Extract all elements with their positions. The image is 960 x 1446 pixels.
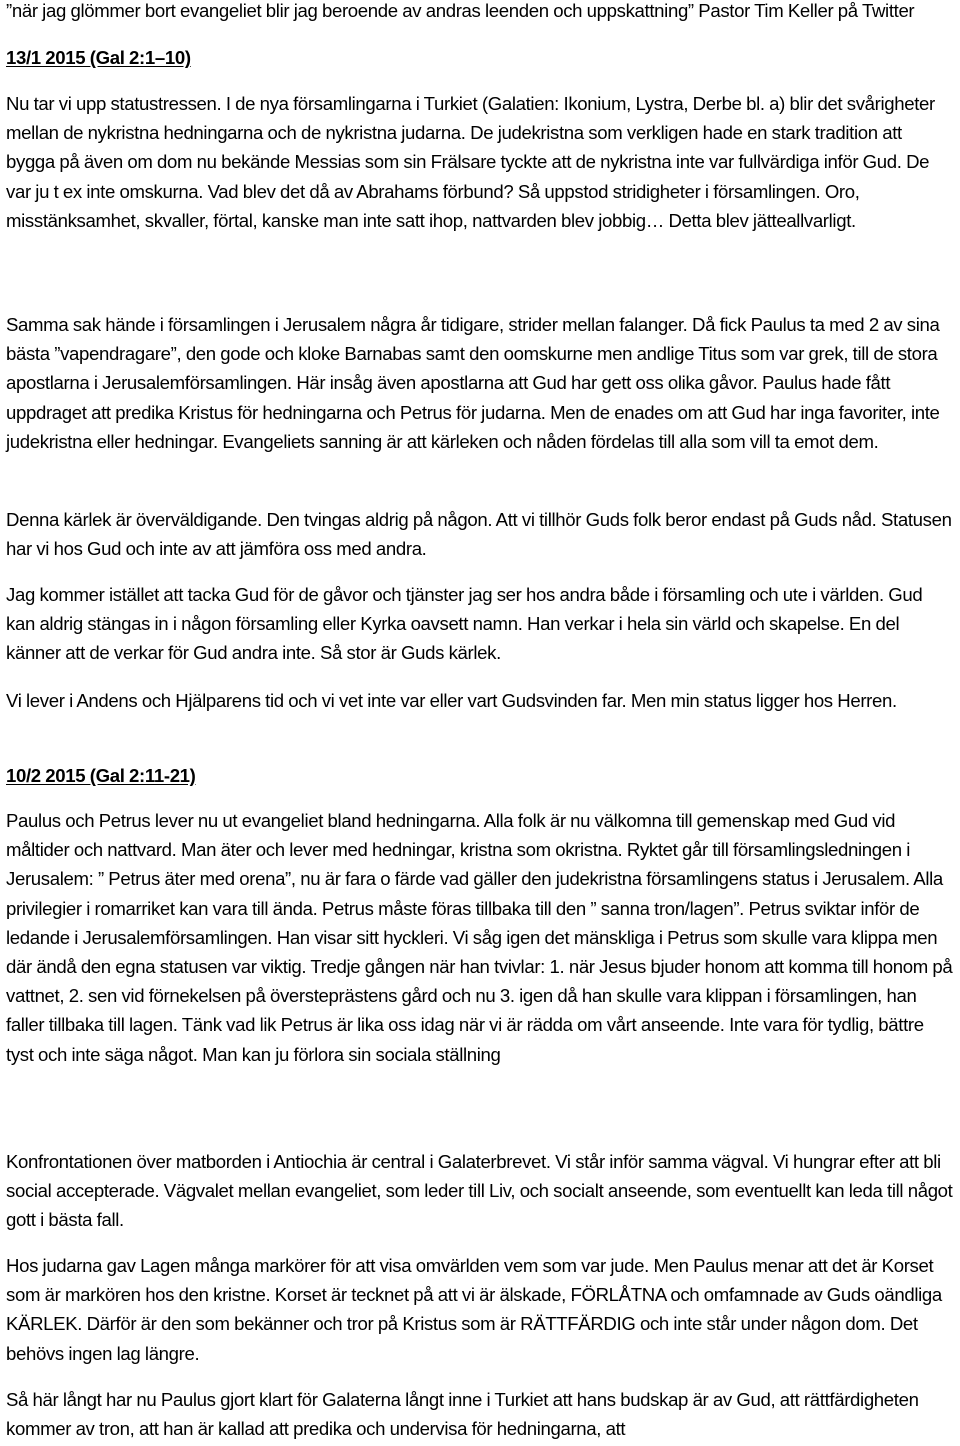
paragraph: Vi lever i Andens och Hjälparens tid och vi vet inte var eller vart Gudsvinden far. Men min status ligger hos Herren.	[6, 690, 897, 711]
section-heading-2: 10/2 2015 (Gal 2:11-21)	[6, 765, 196, 786]
paragraph: Så här långt har nu Paulus gjort klart för Galaterna långt inne i Turkiet att hans budskap är av Gud, att rättfärdigheten kommer av tron, att han är kallad att predika och undervisa för hedningarna, att	[6, 1389, 919, 1440]
section-heading-1: 13/1 2015 (Gal 2:1–10)	[6, 47, 191, 68]
paragraph: Hos judarna gav Lagen många markörer för att visa omvärlden vem som var jude. Men Paulus menar att det är Korset som är markören hos den kristne. Korset är tecknet på att vi är älskade, FÖRLÅTNA och omfamnade av Guds oändliga KÄRLEK. Därför är den som bekänner och tror på Kristus som är RÄTTFÄRDIG och inte står under någon dom. Det behövs ingen lag längre.	[6, 1255, 942, 1364]
paragraph: Jag kommer istället att tacka Gud för de gåvor och tjänster jag ser hos andra både i församling och ute i världen. Gud kan aldrig stängas in i någon församling eller Kyrka oavsett namn. Han verkar i hela sin värld och skapelse. En del känner att de verkar för Gud andra inte. Så stor är Guds kärlek.	[6, 584, 923, 664]
opening-quote: ”när jag glömmer bort evangeliet blir jag beroende av andras leenden och uppskattning” Pastor Tim Keller på Twitter	[6, 0, 915, 21]
paragraph: Denna kärlek är överväldigande. Den tvingas aldrig på någon. Att vi tillhör Guds folk beror endast på Guds nåd. Statusen har vi hos Gud och inte av att jämföra oss med andra.	[6, 509, 952, 560]
paragraph: Paulus och Petrus lever nu ut evangeliet bland hedningarna. Alla folk är nu välkomna till gemenskap med Gud vid måltider och nattvard. Man äter och lever med hedningar, kristna som okristna. Ryktet går till församlingsledningen i Jerusalem: ” Petrus äter med orena”, nu är fara o färde vad gäller den judekristna församlingens status i Jerusalem. Alla privilegier i romarriket kan vara till ända. Petrus måste föras tillbaka till den ” sanna tron/lagen”. Petrus sviktar inför de ledande i Jerusalemförsamlingen. Han visar sitt hyckleri. Vi såg igen det mänskliga i Petrus som skulle vara klippa men där ändå den egna statusen var viktig. Tredje gången när han tvivlar: 1. när Jesus bjuder honom att komma till honom på vattnet, 2. sen vid förnekelsen på översteprästens gård och nu 3. igen då han skulle vara klippan i församlingen, han faller tillbaka till lagen. Tänk vad lik Petrus är lika oss idag när vi är rädda om vårt anseende. Inte vara för tydlig, bättre tyst och inte säga något. Man kan ju förlora sin sociala ställning	[6, 810, 953, 1065]
paragraph: Konfrontationen över matborden i Antiochia är central i Galaterbrevet. Vi står inför samma vägval. Vi hungrar efter att bli social accepterade. Vägvalet mellan evangeliet, som leder till Liv, och socialt anseende, som eventuellt kan leda till något gott i bästa fall.	[6, 1151, 953, 1231]
paragraph: Nu tar vi upp statustressen. I de nya församlingarna i Turkiet (Galatien: Ikonium, Lystra, Derbe bl. a) blir det svårigheter mellan de nykristna hedningarna och de nykristna judarna. De judekristna som verkligen hade en stark tradition att bygga på även om dom nu bekände Messias som sin Frälsare tyckte att de nykristna inte var fullvärdiga inför Gud. De var ju t ex inte omskurna. Vad blev det då av Abrahams förbund? Så uppstod stridigheter i församlingen. Oro, misstänksamhet, skvaller, förtal, kanske man inte satt ihop, nattvarden blev jobbig… Detta blev jätteallvarligt.	[6, 93, 935, 231]
paragraph: Samma sak hände i församlingen i Jerusalem några år tidigare, strider mellan falanger. Då fick Paulus ta med 2 av sina bästa ”vapendragare”, den gode och kloke Barnabas samt den oomskurne men andlige Titus som var grek, till de stora apostlarna i Jerusalemförsamlingen. Här insåg även apostlarna att Gud har gett oss olika gåvor. Paulus hade fått uppdraget att predika Kristus för hedningarna och Petrus för judarna. Men de enades om att Gud har inga favoriter, inte judekristna eller hedningar. Evangeliets sanning är att kärleken och nåden fördelas till alla som vill ta emot dem.	[6, 314, 940, 452]
